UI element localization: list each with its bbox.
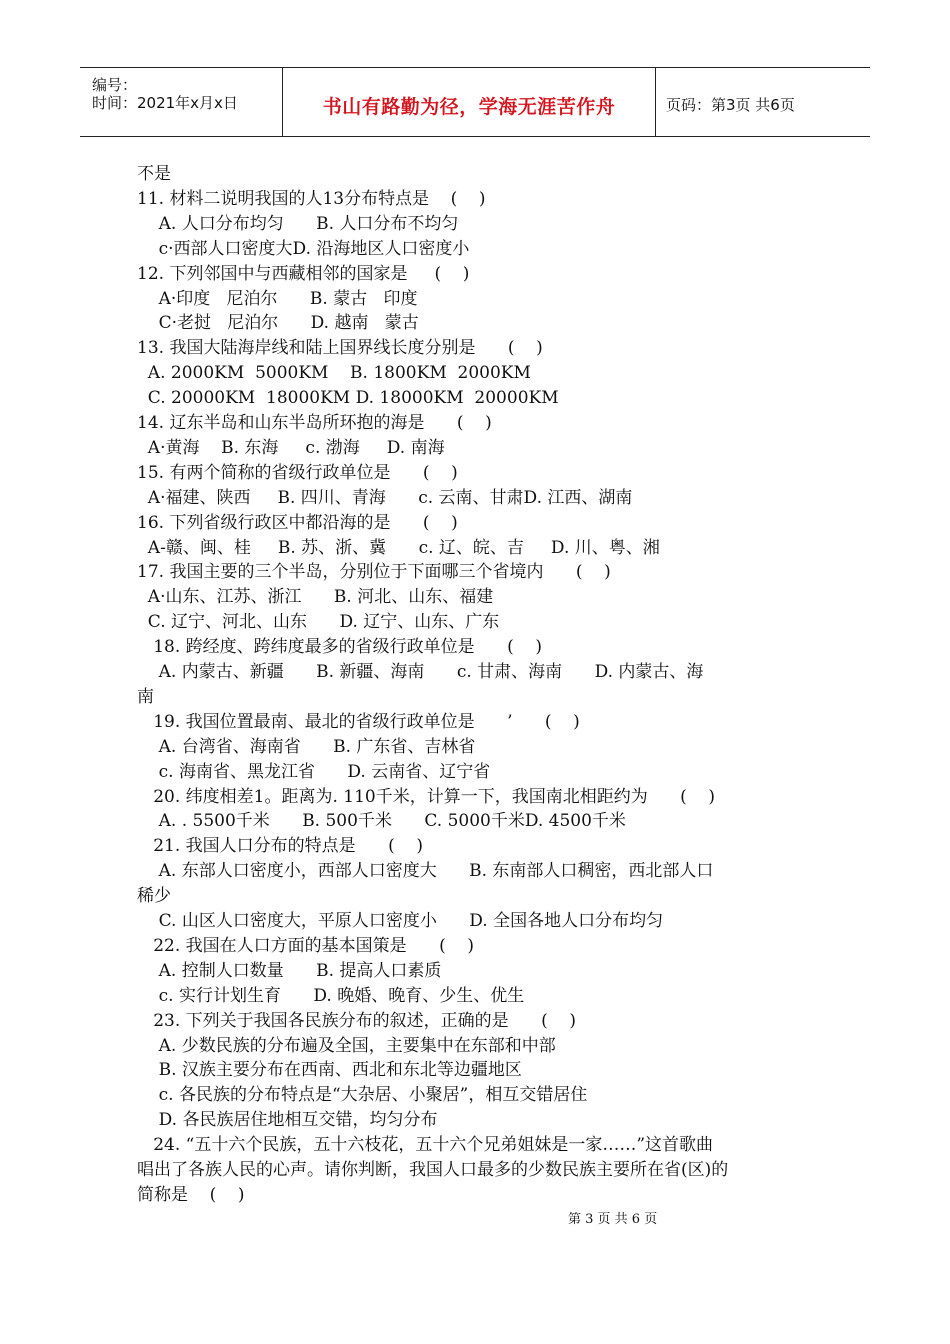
document-header [80, 67, 870, 137]
text-line: A. 控制人口数量 B. 提高人口素质 [137, 960, 442, 981]
text-line: 13. 我国大陆海岸线和陆上国界线长度分别是 ( ) [137, 338, 543, 359]
text-line: 22. 我国在人口方面的基本国策是 ( ) [137, 935, 474, 956]
text-line: A. 东部人口密度小，西部人口密度大 B. 东南部人口稠密，西北部人口 [137, 861, 714, 882]
text-line: 简称是 ( ) [137, 1184, 245, 1205]
text-line: c. 实行计划生育 D. 晚婚、晚育、少生、优生 [137, 985, 525, 1006]
text-line: 14. 辽东半岛和山东半岛所环抱的海是 ( ) [137, 413, 492, 433]
text-line: C. 山区人口密度大，平原人口密度小 D. 全国各地人口分布均匀 [137, 911, 664, 931]
text-line: A. 2000KM 5000KM B. 1800KM 2000KM [137, 363, 531, 384]
text-line: C. 20000KM 18000KM D. 18000KM 20000KM [137, 388, 559, 409]
text-line: C. 辽宁、河北、山东 D. 辽宁、山东、广东 [137, 612, 500, 633]
text-line: 稀少 [137, 886, 171, 907]
text-line: 18. 跨经度、跨纬度最多的省级行政单位是 ( ) [137, 637, 542, 658]
text-line: A. 内蒙古、新疆 B. 新疆、海南 c. 甘肃、海南 D. 内蒙古、海 [137, 662, 704, 682]
text-line: A·印度 尼泊尔 B. 蒙古 印度 [137, 288, 418, 309]
text-line: A. . 5500千米 B. 500千米 C. 5000千米D. 4500千米 [137, 811, 626, 832]
text-line: c. 海南省、黑龙江省 D. 云南省、辽宁省 [137, 761, 491, 782]
text-line: C·老挝 尼泊尔 D. 越南 蒙古 [137, 313, 419, 334]
header-motto-cell [283, 68, 656, 136]
text-line: 15. 有两个简称的省级行政单位是 ( ) [137, 462, 458, 483]
text-line: A·黄海 B. 东海 c. 渤海 D. 南海 [137, 437, 445, 458]
text-line: 17. 我国主要的三个半岛，分别位于下面哪三个省境内 ( ) [137, 562, 611, 583]
text-line: B. 汉族主要分布在西南、西北和东北等边疆地区 [137, 1060, 522, 1081]
text-line: A·福建、陕西 B. 四川、青海 c. 云南、甘肃D. 江西、湖南 [137, 487, 633, 508]
text-line: A. 少数民族的分布遍及全国，主要集中在东部和中部 [137, 1035, 556, 1056]
text-line: A. 人口分布均匀 B. 人口分布不均匀 [137, 213, 459, 234]
text-line: 21. 我国人口分布的特点是 ( ) [137, 836, 423, 857]
text-line: A·山东、江苏、浙江 B. 河北、山东、福建 [137, 587, 494, 608]
text-line: 20. 纬度相差1。距离为. 110千米，计算一下，我国南北相距约为 ( ) [137, 786, 716, 807]
text-line: 16. 下列省级行政区中都沿海的是 ( ) [137, 512, 458, 533]
text-line: A-赣、闽、桂 B. 苏、浙、冀 c. 辽、皖、吉 D. 川、粤、湘 [137, 537, 660, 558]
text-line: 南 [137, 686, 154, 707]
text-line: D. 各民族居住地相互交错，均匀分布 [137, 1110, 438, 1131]
text-line: c. 各民族的分布特点是“大杂居、小聚居”，相互交错居住 [137, 1085, 588, 1106]
page-footer: 第 3 页 共 6 页 [568, 1212, 658, 1227]
page-info: 页码：第3页 共6页 [666, 96, 795, 114]
header-page-cell [656, 68, 870, 136]
text-line: 唱出了各族人民的心声。请你判断，我国人口最多的少数民族主要所在省(区)的 [137, 1160, 729, 1180]
time-label: 时间：2021年x月x日 [92, 94, 238, 112]
text-line: A. 台湾省、海南省 B. 广东省、吉林省 [137, 736, 476, 757]
text-line: 19. 我国位置最南、最北的省级行政单位是 ’ ( ) [137, 711, 580, 732]
serial-label: 编号： [92, 76, 138, 94]
text-line: 12. 下列邻国中与西藏相邻的国家是 ( ) [137, 263, 470, 284]
text-line: 23. 下列关于我国各民族分布的叙述，正确的是 ( ) [137, 1010, 576, 1031]
text-line: 11. 材料二说明我国的人13分布特点是 ( ) [137, 188, 486, 209]
motto-text: 书山有路勤为径，学海无涯苦作舟 [322, 96, 616, 118]
text-line: 不是 [137, 164, 171, 184]
header-meta-cell [80, 68, 283, 136]
text-line: c·西部人口密度大D. 沿海地区人口密度小 [137, 238, 470, 259]
text-line: 24. “五十六个民族，五十六枝花，五十六个兄弟姐妹是一家……”这首歌曲 [137, 1135, 714, 1156]
